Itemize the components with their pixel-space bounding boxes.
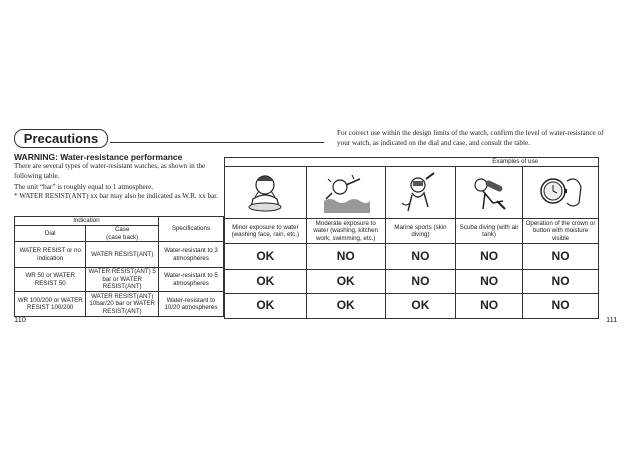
use-label: Scuba diving (with air tank) [456,219,523,244]
dial-cell: WR 50 or WATER RESIST 50 [15,268,86,292]
crown-operation-icon [523,167,599,219]
result-cell: OK [225,244,307,270]
use-labels-row [225,219,599,244]
bar-note: The unit “bar” is roughly equal to 1 atmosphere. [14,183,154,191]
use-label: Minor exposure to water (washing face, rain, etc.) [225,219,307,244]
use-label: Operation of the crown or button with moisture visible [523,219,599,244]
result-cell: OK [225,294,307,319]
skin-diving-icon [385,167,455,219]
intro-text: There are several types of water-resistant watches, as shown in the following table. [14,162,206,180]
warning-text: Water-resistance performance [60,152,183,162]
swimming-icon [306,167,385,219]
case-cell: WATER RESIST(ANT) 5 bar or WATER RESIST(ANT) [86,268,158,292]
indication-header: Indication [15,217,159,226]
result-cell: NO [456,244,523,270]
consult-note: For correct use within the design limits of the watch, confirm the level of water-resistance of your watch, as indicated on the dial and case, and consult the table. [337,129,604,147]
result-cell: NO [385,270,455,294]
dial-cell: WATER RESIST or no indication [15,242,86,268]
warning-heading [14,152,224,162]
examples-header: Examples of use [225,158,599,167]
title-rule [110,142,324,143]
table-row [15,268,224,292]
result-cell: OK [385,294,455,319]
spec-cell: Water-resistant to 10/20 atmospheres [158,292,223,317]
result-row [225,294,599,319]
table-row [15,242,224,268]
result-row [225,244,599,270]
scuba-diving-icon [456,167,523,219]
washing-face-icon [225,167,307,219]
result-cell: OK [306,270,385,294]
spec-cell: Water-resistant to 3 atmospheres [158,242,223,268]
result-cell: NO [523,294,599,319]
result-row [225,270,599,294]
result-cell: OK [225,270,307,294]
result-cell: NO [456,270,523,294]
use-label: Marine sports (skin diving) [385,219,455,244]
indication-table [14,216,224,317]
dial-cell: WR 100/200 or WATER RESIST 100/200 [15,292,86,317]
specifications-header: Specifications [158,217,223,242]
use-label: Moderate exposure to water (washing, kitchen work, swimming, etc.) [306,219,385,244]
result-cell: NO [385,244,455,270]
star-note: * WATER RESIST(ANT) xx bar may also be indicated as W.R. xx bar. [14,192,219,200]
case-cell: WATER RESIST(ANT) [86,242,158,268]
warning-label: WARNING: [14,152,58,162]
result-cell: OK [306,294,385,319]
case-cell: WATER RESIST(ANT) 10bar/20 bar or WATER RESIST(ANT) [86,292,158,317]
result-cell: NO [523,270,599,294]
case-header: Case (case back) [86,226,158,242]
page-number-left: 110 [14,315,26,324]
page-number-right: 111 [606,315,618,324]
examples-table [224,157,599,319]
spec-cell: Water-resistant to 5 atmospheres [158,268,223,292]
result-cell: NO [306,244,385,270]
result-cell: NO [523,244,599,270]
section-title: Precautions [14,129,108,148]
table-row [15,292,224,317]
result-cell: NO [456,294,523,319]
dial-header: Dial [15,226,86,242]
illustration-row [225,167,599,219]
